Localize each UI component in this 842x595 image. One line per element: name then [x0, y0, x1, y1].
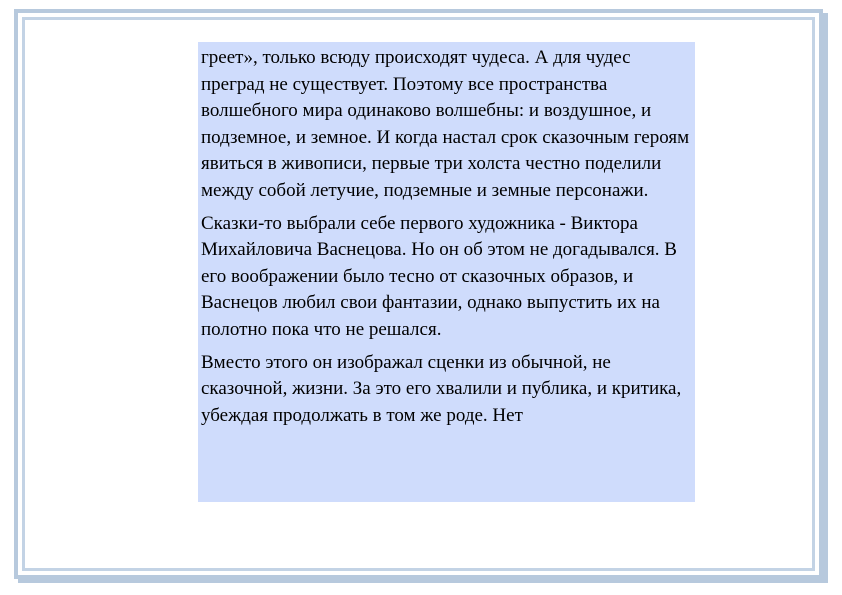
paragraph-2: Сказки-то выбрали себе первого художника - Виктора Михайловича Васнецова. Но он об этом не догадывался. В его воображении было тесно от сказочных образов, и Васнецов любил свои фантазии, однако выпустить их на полотно пока что не решался. [201, 212, 677, 340]
frame-shadow-bottom [18, 579, 828, 583]
frame-shadow-right [823, 13, 828, 583]
text-block [198, 42, 695, 502]
paragraph-1: греет», только всюду происходят чудеса. А для чудес преград не существует. Поэтому все пространства волшебного мира одинаково волшебны: и воздушное, и подземное, и земное. И когда настал срок сказочным героям явиться в живописи, первые три холста честно поделили между собой летучие, подземные и земные персонажи. [201, 47, 690, 201]
paragraph-3: Вместо этого он изображал сценки из обычной, не сказочной, жизни. За это его хвалили и публика, и критика, убеждая продолжать в том же роде. Нет [201, 351, 682, 426]
